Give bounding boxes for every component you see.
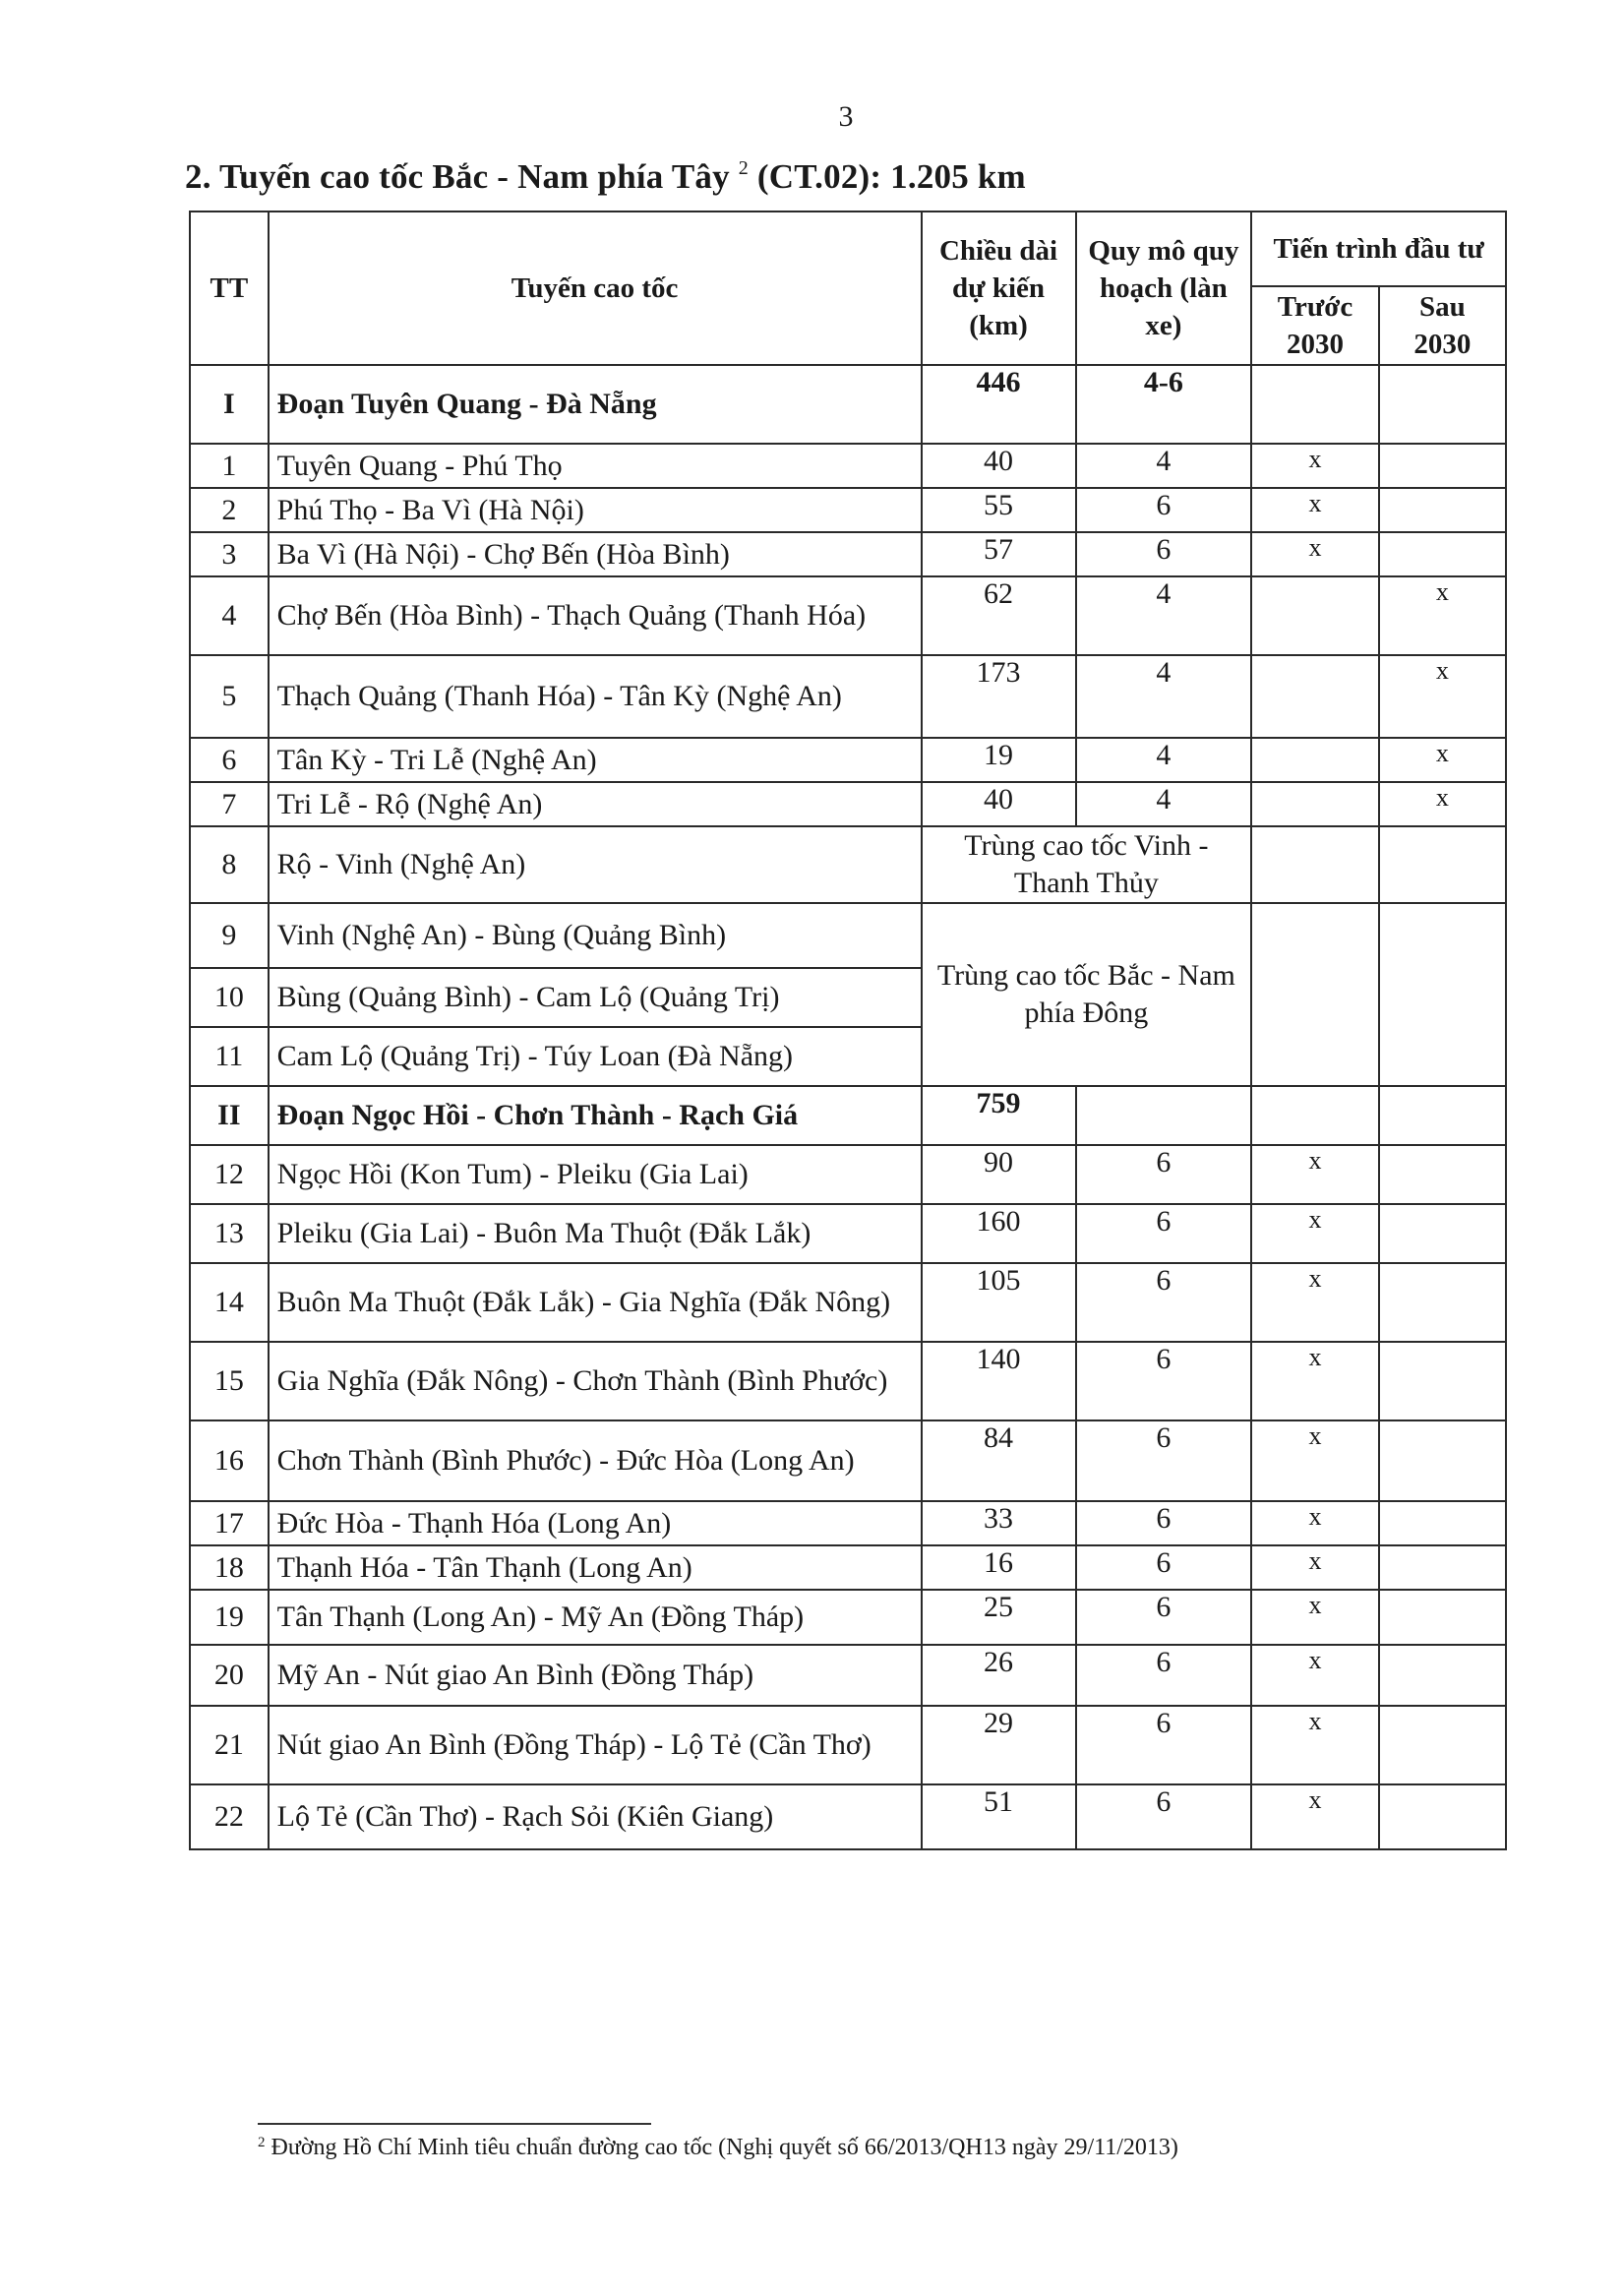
row-after-mark [1379,488,1506,532]
row-name: Tri Lễ - Rộ (Nghệ An) [269,782,922,826]
row-name: Tân Thạnh (Long An) - Mỹ An (Đồng Tháp) [269,1590,922,1645]
footnote [258,2135,1178,2161]
row-name: Bùng (Quảng Bình) - Cam Lộ (Quảng Trị) [269,968,922,1027]
row-tt: 16 [190,1420,269,1501]
row-tt: 8 [190,826,269,903]
table-row [190,1590,1506,1645]
row-tt: 3 [190,532,269,576]
section-heading [185,157,1026,197]
row-length: 51 [922,1784,1076,1849]
row-before-mark: x [1251,444,1378,488]
row-length: 19 [922,738,1076,782]
row-name: Lộ Tẻ (Cần Thơ) - Rạch Sỏi (Kiên Giang) [269,1784,922,1849]
heading-suffix: (CT.02): 1.205 km [756,157,1026,196]
table-row [190,738,1506,782]
table-row [190,1501,1506,1545]
row-tt: 2 [190,488,269,532]
row-name: Mỹ An - Nút giao An Bình (Đồng Tháp) [269,1645,922,1706]
row-tt: 5 [190,655,269,738]
row-length: 55 [922,488,1076,532]
row-name: Nút giao An Bình (Đồng Tháp) - Lộ Tẻ (Cần Thơ) [269,1706,922,1784]
row-length: 25 [922,1590,1076,1645]
row-length: 90 [922,1145,1076,1204]
row-name: Chợ Bến (Hòa Bình) - Thạch Quảng (Thanh Hóa) [269,576,922,655]
row-scale: 6 [1076,1590,1252,1645]
row-length: 33 [922,1501,1076,1545]
row-after-mark [1379,1420,1506,1501]
row-after-mark: x [1379,655,1506,738]
row-before-mark [1251,576,1378,655]
row-length: 105 [922,1263,1076,1342]
section-tt: II [190,1086,269,1145]
row-tt: 13 [190,1204,269,1263]
row-length: 140 [922,1342,1076,1420]
row-tt: 10 [190,968,269,1027]
row-scale: 6 [1076,1501,1252,1545]
row-after-mark [1379,1204,1506,1263]
row-name: Đức Hòa - Thạnh Hóa (Long An) [269,1501,922,1545]
row-tt: 6 [190,738,269,782]
row-tt: 17 [190,1501,269,1545]
row-after-mark [1379,1706,1506,1784]
row-name: Tuyên Quang - Phú Thọ [269,444,922,488]
row-tt: 11 [190,1027,269,1086]
row-merged-note: Trùng cao tốc Vinh - Thanh Thủy [922,826,1252,903]
row-name: Vinh (Nghệ An) - Bùng (Quảng Bình) [269,903,922,968]
row-after-mark [1379,1145,1506,1204]
row-scale: 6 [1076,1204,1252,1263]
table-row [190,488,1506,532]
header-after-2030: Sau 2030 [1379,286,1506,365]
row-scale: 6 [1076,1420,1252,1501]
row-scale: 4 [1076,576,1252,655]
heading-footnote-ref: 2 [738,157,749,179]
table-row [190,903,1506,968]
header-scale: Quy mô quy hoạch (làn xe) [1076,211,1252,365]
row-after-mark [1379,1263,1506,1342]
row-scale: 4 [1076,782,1252,826]
row-name: Chơn Thành (Bình Phước) - Đức Hòa (Long An) [269,1420,922,1501]
row-name: Ba Vì (Hà Nội) - Chợ Bến (Hòa Bình) [269,532,922,576]
row-before-mark: x [1251,488,1378,532]
row-scale: 4 [1076,444,1252,488]
row-scale: 6 [1076,1145,1252,1204]
table-row [190,1645,1506,1706]
row-name: Thạch Quảng (Thanh Hóa) - Tân Kỳ (Nghệ An) [269,655,922,738]
row-name: Buôn Ma Thuột (Đắk Lắk) - Gia Nghĩa (Đắk Nông) [269,1263,922,1342]
row-after-mark [1379,1501,1506,1545]
row-length: 29 [922,1706,1076,1784]
row-length: 26 [922,1645,1076,1706]
footnote-text: Đường Hồ Chí Minh tiêu chuẩn đường cao tốc (Nghị quyết số 66/2013/QH13 ngày 29/11/2013) [270,2135,1178,2160]
row-after-mark: x [1379,576,1506,655]
row-scale: 6 [1076,1784,1252,1849]
row-name: Pleiku (Gia Lai) - Buôn Ma Thuột (Đắk Lắk) [269,1204,922,1263]
page-number: 3 [838,100,854,133]
row-before-mark: x [1251,1545,1378,1590]
row-before-mark: x [1251,1645,1378,1706]
row-tt: 20 [190,1645,269,1706]
section-scale: 4-6 [1076,365,1252,444]
row-name: Thạnh Hóa - Tân Thạnh (Long An) [269,1545,922,1590]
section-length: 446 [922,365,1076,444]
table-row [190,444,1506,488]
table-row [190,1784,1506,1849]
row-length: 40 [922,444,1076,488]
heading-prefix: 2. Tuyến cao tốc Bắc - Nam phía Tây [185,157,730,196]
row-length: 40 [922,782,1076,826]
row-before-mark [1251,782,1378,826]
row-tt: 21 [190,1706,269,1784]
row-name: Gia Nghĩa (Đắk Nông) - Chơn Thành (Bình Phước) [269,1342,922,1420]
row-name: Cam Lộ (Quảng Trị) - Túy Loan (Đà Nẵng) [269,1027,922,1086]
table-row [190,1204,1506,1263]
row-scale: 6 [1076,1645,1252,1706]
footnote-divider [258,2123,651,2125]
row-length: 160 [922,1204,1076,1263]
table-row [190,1342,1506,1420]
header-length: Chiều dài dự kiến (km) [922,211,1076,365]
row-scale: 6 [1076,1706,1252,1784]
section-row [190,1086,1506,1145]
row-scale: 6 [1076,532,1252,576]
row-tt: 9 [190,903,269,968]
row-name: Tân Kỳ - Tri Lễ (Nghệ An) [269,738,922,782]
expressway-table [189,211,1507,1850]
table-row [190,782,1506,826]
row-scale: 6 [1076,1342,1252,1420]
table-row [190,1545,1506,1590]
row-after-mark [1379,1645,1506,1706]
table-row [190,826,1506,903]
row-scale: 6 [1076,1263,1252,1342]
row-scale: 6 [1076,1545,1252,1590]
row-name: Ngọc Hồi (Kon Tum) - Pleiku (Gia Lai) [269,1145,922,1204]
header-progress: Tiến trình đầu tư [1251,211,1506,286]
section-row [190,365,1506,444]
row-tt: 4 [190,576,269,655]
row-tt: 18 [190,1545,269,1590]
row-before-mark: x [1251,1145,1378,1204]
row-tt: 1 [190,444,269,488]
row-name: Phú Thọ - Ba Vì (Hà Nội) [269,488,922,532]
row-tt: 7 [190,782,269,826]
row-before-mark: x [1251,1784,1378,1849]
row-after-mark [1379,532,1506,576]
header-before-2030: Trước 2030 [1251,286,1378,365]
row-tt: 15 [190,1342,269,1420]
row-before-mark [1251,655,1378,738]
row-before-mark: x [1251,1420,1378,1501]
row-before-mark: x [1251,1263,1378,1342]
section-name: Đoạn Tuyên Quang - Đà Nẵng [269,365,922,444]
section-length: 759 [922,1086,1076,1145]
table-row [190,1420,1506,1501]
section-tt: I [190,365,269,444]
row-tt: 19 [190,1590,269,1645]
header-tt: TT [190,211,269,365]
row-after-mark [1379,1590,1506,1645]
row-after-mark [1379,444,1506,488]
row-before-mark: x [1251,532,1378,576]
row-tt: 12 [190,1145,269,1204]
row-before-mark: x [1251,1501,1378,1545]
row-length: 173 [922,655,1076,738]
section-name: Đoạn Ngọc Hồi - Chơn Thành - Rạch Giá [269,1086,922,1145]
footnote-mark: 2 [258,2135,266,2150]
table-row [190,655,1506,738]
row-scale: 6 [1076,488,1252,532]
row-length: 16 [922,1545,1076,1590]
row-tt: 22 [190,1784,269,1849]
row-after-mark [1379,1545,1506,1590]
row-after-mark [1379,1784,1506,1849]
row-before-mark: x [1251,1706,1378,1784]
row-after-mark: x [1379,738,1506,782]
row-before-mark [1251,738,1378,782]
row-length: 84 [922,1420,1076,1501]
table-row [190,532,1506,576]
row-length: 62 [922,576,1076,655]
row-before-mark: x [1251,1342,1378,1420]
row-after-mark [1379,1342,1506,1420]
row-scale: 4 [1076,738,1252,782]
header-route: Tuyến cao tốc [269,211,922,365]
row-after-mark: x [1379,782,1506,826]
table-row [190,1706,1506,1784]
row-merged-note: Trùng cao tốc Bắc - Nam phía Đông [922,903,1252,1086]
table-row [190,1145,1506,1204]
row-tt: 14 [190,1263,269,1342]
table-row [190,576,1506,655]
row-length: 57 [922,532,1076,576]
row-before-mark: x [1251,1204,1378,1263]
row-before-mark: x [1251,1590,1378,1645]
row-name: Rộ - Vinh (Nghệ An) [269,826,922,903]
table-row [190,1263,1506,1342]
row-scale: 4 [1076,655,1252,738]
